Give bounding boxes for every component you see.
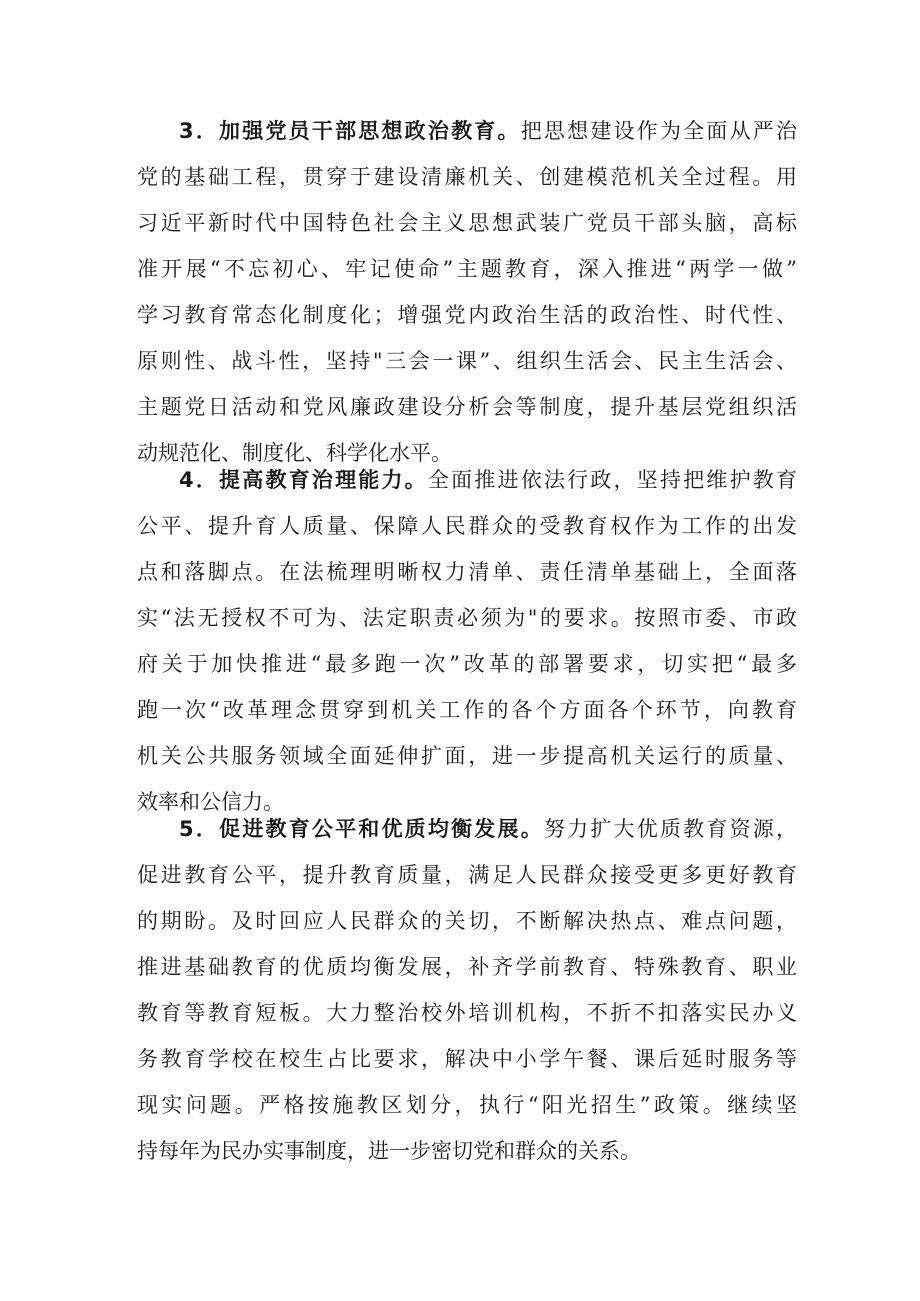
paragraph-line: 习近平新时代中国特色社会主义思想武装广党员干部头脑，高标 [137,211,797,235]
paragraph-line: 公平、提升育人质量、保障人民群众的受教育权作为工作的出发 [137,514,797,538]
paragraph-line: 动规范化、制度化、科学化水平。 [137,441,452,465]
paragraph-line: 促进教育公平，提升教育质量，满足人民群众接受更多更好教育 [137,863,797,887]
paragraph-line: 主题党日活动和党风廉政建设分析会等制度，提升基层党组织活 [137,395,797,419]
section-4-first-line-text: 全面推进依法行政，坚持把维护教育 [427,468,798,492]
paragraph-line: 现实问题。严格按施教区划分，执行“阳光招生”政策。继续坚 [137,1093,797,1117]
section-5-number: 5． [179,817,220,841]
section-4-first-line [179,463,797,497]
paragraph-line: 原则性、战斗性，坚持"三会一课”、组织生活会、民主生活会、 [137,349,797,373]
paragraph-line: 党的基础工程，贯穿于建设清廉机关、创建模范机关全过程。用 [137,165,797,189]
paragraph-line: 学习教育常态化制度化；增强党内政治生活的政治性、时代性、 [137,303,797,327]
section-5-first-line [179,812,797,846]
section-3-first-line-text: 把思想建设作为全面从严治 [520,119,797,143]
section-4-number: 4． [179,468,220,492]
section-4-heading: 提高教育治理能力。 [219,468,428,492]
paragraph-line: 的期盼。及时回应人民群众的关切，不断解决热点、难点问题， [137,909,797,933]
paragraph-line: 准开展“不忘初心、牢记使命”主题教育，深入推进“两学一做” [137,257,797,281]
paragraph-line: 教育等教育短板。大力整治校外培训机构，不折不扣落实民办义 [137,1001,797,1025]
paragraph-line: 跑一次“改革理念贯穿到机关工作的各个方面各个环节，向教育 [137,698,797,722]
paragraph-line: 点和落脚点。在法梳理明晰权力清单、责任清单基础上，全面落 [137,560,797,584]
section-3-first-line [179,114,797,148]
section-5-heading: 促进教育公平和优质均衡发展。 [219,817,544,841]
section-3-heading: 加强党员干部思想政治教育。 [219,119,521,143]
paragraph-line: 务教育学校在校生占比要求，解决中小学午餐、课后延时服务等 [137,1047,797,1071]
section-3-number: 3． [179,119,220,143]
paragraph-line: 实“法无授权不可为、法定职责必须为"的要求。按照市委、市政 [137,606,797,630]
paragraph-line: 效率和公信力。 [137,790,284,814]
paragraph-line: 持每年为民办实事制度，进一步密切党和群众的关系。 [137,1139,641,1163]
paragraph-line: 推进基础教育的优质均衡发展，补齐学前教育、特殊教育、职业 [137,955,797,979]
section-5-first-line-text: 努力扩大优质教育资源， [543,817,798,841]
paragraph-line: 机关公共服务领域全面延伸扩面，进一步提高机关运行的质量、 [137,744,797,768]
paragraph-line: 府关于加快推进“最多跑一次”改革的部署要求，切实把“最多 [137,652,797,676]
